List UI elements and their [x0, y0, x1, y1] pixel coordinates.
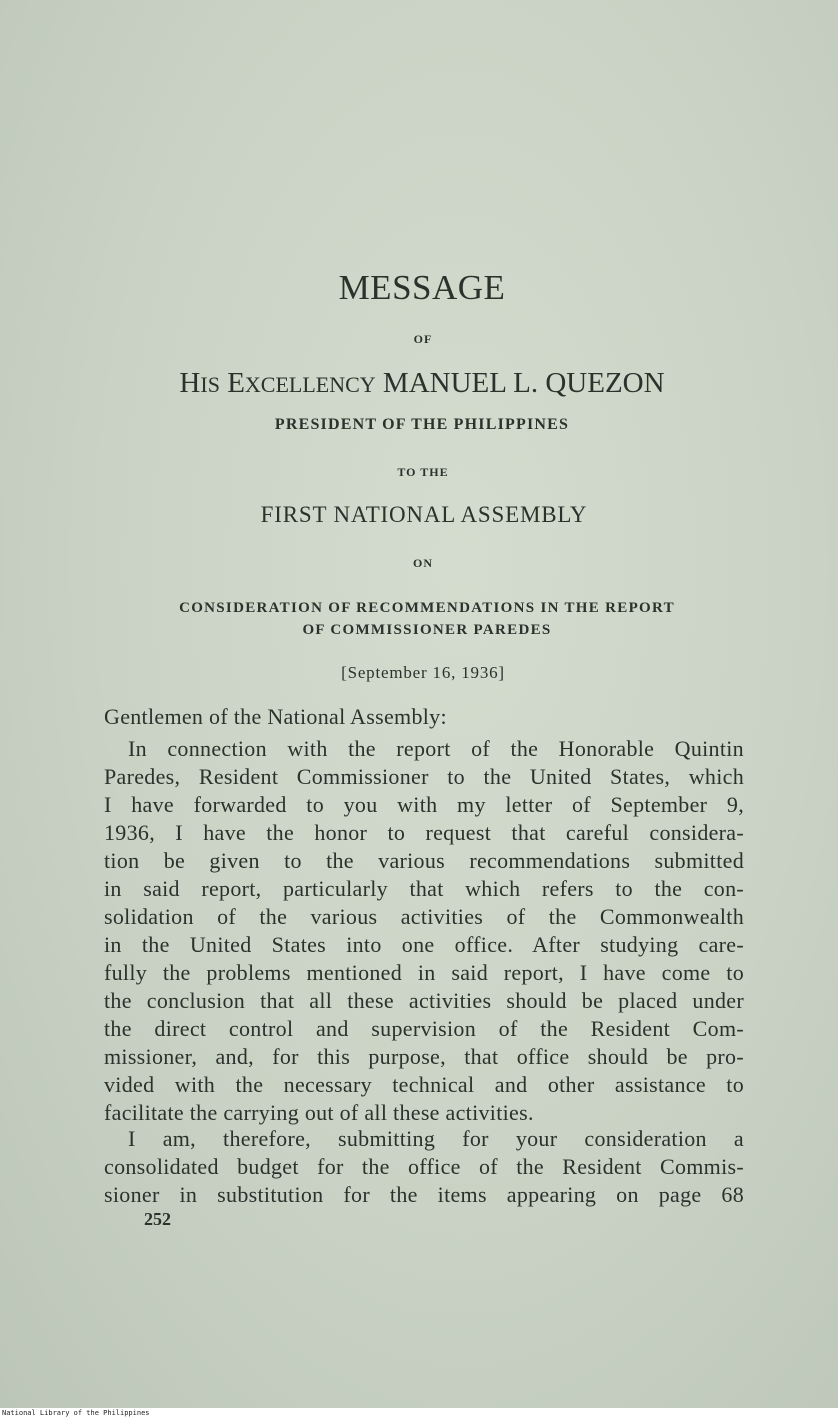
- position-title: PRESIDENT OF THE PHILIPPINES: [274, 416, 570, 433]
- his-rest: IS: [200, 372, 220, 397]
- document-title: MESSAGE: [338, 268, 506, 307]
- paragraph-line: in the United States into one office. After studying care-: [104, 932, 744, 957]
- paragraph-line: in said report, particularly that which refers to the con-: [104, 876, 744, 901]
- on-label: ON: [413, 556, 433, 570]
- paragraph-line: tion be given to the various recommendations submitted: [104, 848, 744, 873]
- salutation: [104, 703, 744, 731]
- excellency-rest: XCELLENCY: [244, 372, 376, 397]
- paragraph-line: consolidated budget for the office of the Resident Commis-: [104, 1154, 744, 1179]
- paragraph-line: I have forwarded to you with my letter of September 9,: [104, 792, 744, 817]
- paragraph-line: the direct control and supervision of the Resident Com-: [104, 1016, 744, 1041]
- of-label: OF: [413, 332, 433, 346]
- president-name: MANUEL L. QUEZON: [382, 367, 665, 399]
- paragraph-line: 1936, I have the honor to request that careful considera-: [104, 820, 744, 845]
- paragraph-line: solidation of the various activities of the Commonwealth: [104, 904, 744, 929]
- paragraph-line: fully the problems mentioned in said report, I have come to: [104, 960, 744, 985]
- source-footer: National Library of the Philippines: [2, 1409, 150, 1417]
- assembly-name: FIRST NATIONAL ASSEMBLY: [260, 502, 588, 527]
- paragraph-line: missioner, and, for this purpose, that office should be pro-: [104, 1044, 744, 1069]
- excellency-cap: E: [227, 367, 245, 399]
- paragraph-line: vided with the necessary technical and other assistance to: [104, 1072, 744, 1097]
- subject-heading: [8, 597, 838, 641]
- paragraph-line: facilitate the carrying out of all these activities.: [104, 1100, 534, 1125]
- paragraph-line: I am, therefore, submitting for your consideration a: [128, 1126, 744, 1151]
- his-cap: H: [179, 367, 201, 399]
- paragraph-line: Paredes, Resident Commissioner to the United States, which: [104, 764, 744, 789]
- paragraph-2: [104, 1125, 744, 1209]
- his-excellency-line: [3, 367, 838, 400]
- paragraph-line: In connection with the report of the Honorable Quintin: [128, 736, 744, 761]
- message-date: [September 16, 1936]: [341, 663, 505, 682]
- paragraph-line: the conclusion that all these activities should be placed under: [104, 988, 744, 1013]
- salutation-text: Gentlemen of the National Assembly:: [104, 704, 447, 729]
- paragraph-1: [104, 735, 744, 1127]
- subject-line-1: CONSIDERATION OF RECOMMENDATIONS IN THE REPORT: [179, 600, 675, 616]
- to-the-label: TO THE: [397, 465, 449, 479]
- page-number: 252: [144, 1209, 171, 1229]
- paragraph-line: sioner in substitution for the items appearing on page 68: [104, 1182, 744, 1207]
- subject-line-2: OF COMMISSIONER PAREDES: [302, 622, 552, 638]
